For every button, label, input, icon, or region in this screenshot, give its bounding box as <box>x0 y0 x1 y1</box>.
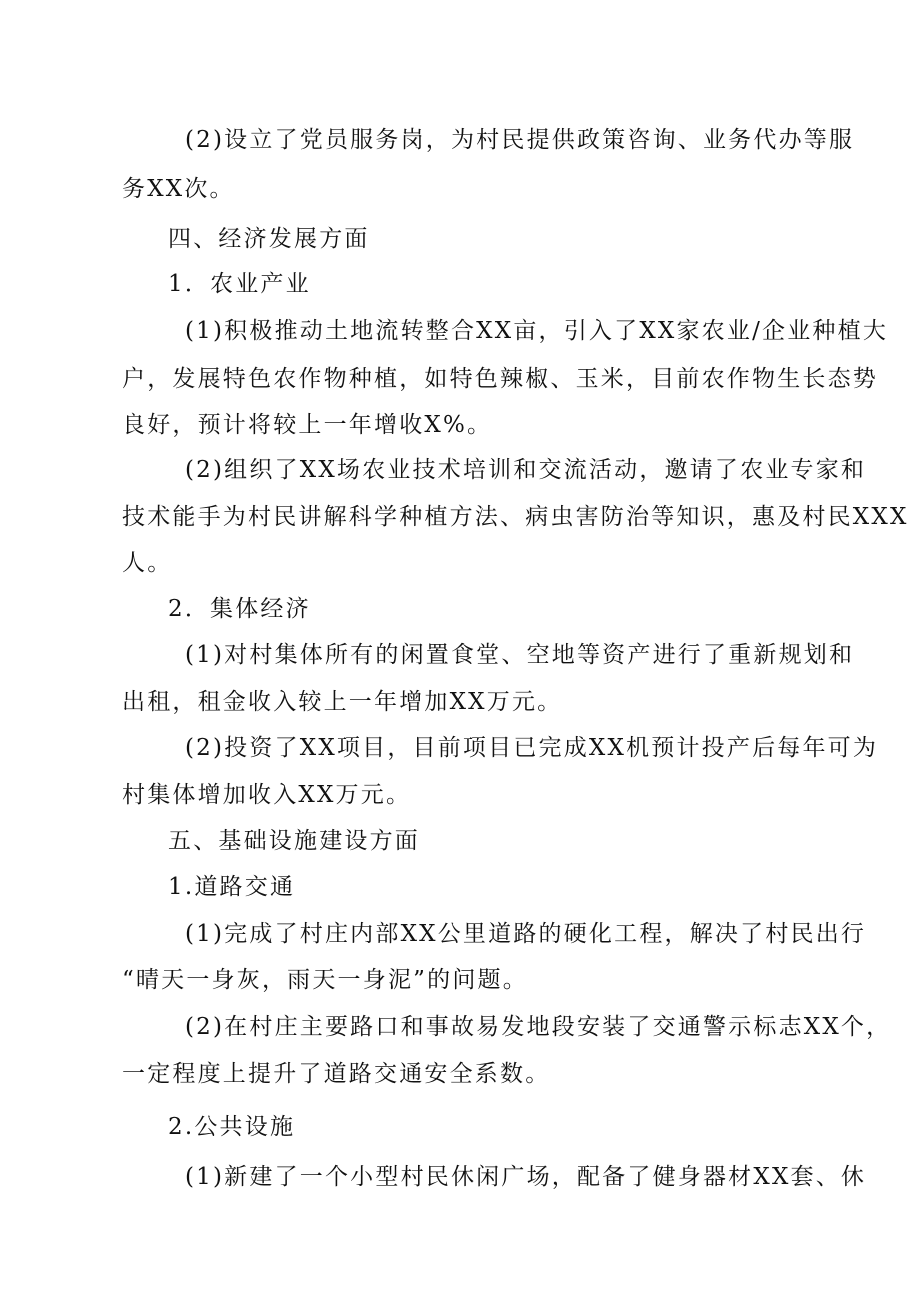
subsection-heading-public-facilities: 2.公共设施 <box>168 1114 296 1140</box>
paragraph-training-line-3: 人。 <box>122 550 173 576</box>
section-heading-economy: 四、经济发展方面 <box>168 226 370 252</box>
paragraph-training-line-2: 技术能手为村民讲解科学种植方法、病虫害防治等知识，惠及村民XXX <box>122 504 909 530</box>
paragraph-idle-assets-line-2: 出租，租金收入较上一年增加XX万元。 <box>122 689 563 715</box>
paragraph-investment-line-2: 村集体增加收入XX万元。 <box>122 782 412 808</box>
paragraph-land-transfer-line-1: (1)积极推动土地流转整合XX亩，引入了XX家农业/企业种植大 <box>185 318 889 344</box>
paragraph-party-service-line-2: 务XX次。 <box>122 176 235 202</box>
paragraph-land-transfer-line-3: 良好，预计将较上一年增收X%。 <box>122 412 493 438</box>
paragraph-road-hardening-line-1: (1)完成了村庄内部XX公里道路的硬化工程，解决了村民出行 <box>185 921 867 947</box>
paragraph-idle-assets-line-1: (1)对村集体所有的闲置食堂、空地等资产进行了重新规划和 <box>185 642 855 668</box>
subsection-heading-roads: 1.道路交通 <box>168 874 296 900</box>
subsection-heading-collective-economy: 2．集体经济 <box>168 596 311 622</box>
section-heading-infrastructure: 五、基础设施建设方面 <box>168 828 420 854</box>
paragraph-training-line-1: (2)组织了XX场农业技术培训和交流活动，邀请了农业专家和 <box>185 457 867 483</box>
paragraph-leisure-square-line-1: (1)新建了一个小型村民休闲广场，配备了健身器材XX套、休 <box>185 1164 867 1190</box>
paragraph-investment-line-1: (2)投资了XX项目，目前项目已完成XX机预计投产后每年可为 <box>185 735 879 761</box>
paragraph-land-transfer-line-2: 户，发展特色农作物种植，如特色辣椒、玉米，目前农作物生长态势 <box>122 366 878 392</box>
paragraph-party-service-line-1: (2)设立了党员服务岗，为村民提供政策咨询、业务代办等服 <box>185 127 855 153</box>
paragraph-traffic-signs-line-2: 一定程度上提升了道路交通安全系数。 <box>122 1061 551 1087</box>
subsection-heading-agriculture: 1．农业产业 <box>168 271 311 297</box>
paragraph-traffic-signs-line-1: (2)在村庄主要路口和事故易发地段安装了交通警示标志XX个， <box>185 1014 892 1040</box>
paragraph-road-hardening-line-2: “晴天一身灰，雨天一身泥”的问题。 <box>122 967 528 993</box>
